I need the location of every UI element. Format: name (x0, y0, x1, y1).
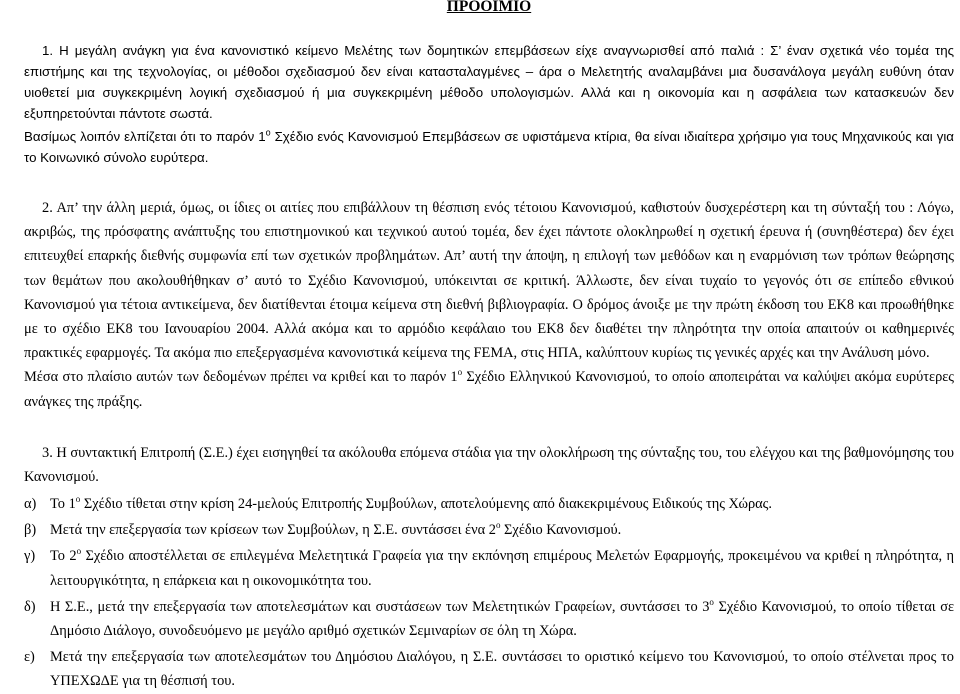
list-item-marker: γ) (24, 548, 36, 565)
list-item-marker: δ) (24, 598, 36, 615)
list-item-text: Η Σ.Ε., μετά την επεξεργασία των αποτελεσμάτων και συστάσεων των Μελετητικών Γραφείων, συντάσσει το 3 (50, 598, 710, 615)
ordinal-superscript: ο (75, 494, 81, 505)
list-item (24, 492, 954, 516)
paragraph-2b-text-a: Μέσα στο πλαίσιο αυτών των δεδομένων πρέπει να κριθεί και το παρόν 1 (24, 369, 458, 386)
list-item-text: Μετά την επεξεργασία των κρίσεων των Συμβούλων, η Σ.Ε. συντάσσει ένα 2 (50, 522, 496, 539)
page-title: ΠΡΟΟΙΜΙΟ (446, 0, 532, 15)
paragraph-3-text: Η συντακτική Επιτροπή (Σ.Ε.) έχει εισηγηθεί τα ακόλουθα επόμενα στάδια για την ολοκλήρωση της σύνταξης του, του ελέγχου και της βαθμονόμησης του Κανονισμού. (24, 445, 954, 486)
ordinal-superscript: ο (495, 520, 501, 531)
paragraph-3-number: 3. (42, 445, 53, 461)
stages-list (24, 490, 954, 694)
paragraph-1-text: Η μεγάλη ανάγκη για ένα κανονιστικό κείμενο Μελέτης των δομητικών επεμβάσεων είχε αναγνωρισθεί από παλιά : Σ’ έναν σχετικά νέο τομέα της επιστήμης και της τεχνολογίας, οι μέθοδοι σχεδιασμού δεν είναι κατασταλαγμένες – άρα ο Μελετητής αναλαμβάνει μια δυσανάλογα μεγάλη ευθύνη όταν υιοθετεί μια συγκεκριμένη λογική σχεδιασμού ή μια συγκεκριμένη μέθοδο υπολογισμών. Αλλά και η οικονομία και η ασφάλεια των κατασκευών δεν εξυπηρετούνται πάντοτε σωστά. (24, 43, 955, 121)
paragraph-2-continuation (24, 365, 954, 413)
list-item (24, 518, 954, 542)
paragraph-2b-text-b: Σχέδιο Ελληνικού Κανονισμού, το οποίο αποπειράται να καλύψει ακόμα ευρύτερες ανάγκες της πράξης. (24, 369, 954, 410)
list-item-text: Μετά την επεξεργασία των αποτελεσμάτων του Δημόσιου Διαλόγου, η Σ.Ε. συντάσσει το οριστικό κείμενο του Κανονισμού, το οποίο στέλνεται προς το ΥΠΕΧΩΔΕ για τη θέσπισή του. (50, 649, 954, 690)
ordinal-superscript: ο (265, 127, 271, 138)
list-item (24, 544, 954, 592)
paragraph-2 (24, 196, 954, 414)
paragraph-1-continuation (24, 126, 954, 168)
paragraph-3 (24, 441, 954, 489)
list-item-marker: β) (24, 522, 37, 539)
paragraph-2-number: 2. (42, 200, 53, 216)
list-item-text: Το 1 (50, 496, 76, 512)
paragraph-1 (24, 40, 954, 124)
list-item-text-rest: Σχέδιο Κανονισμού, το οποίο τίθεται σε Δημόσιο Διάλογο, συνοδευόμενο με μεγάλο αριθμό σχετικών Σεμιναρίων σε όλη τη Χώρα. (50, 598, 954, 640)
list-item-marker: ε) (24, 649, 35, 666)
paragraph-1b-text-a: Βασίμως λοιπόν ελπίζεται ότι το παρόν 1 (24, 129, 266, 144)
paragraph-1-number: 1. (42, 43, 54, 58)
paragraph-2-text: Απ’ την άλλη μεριά, όμως, οι ίδιες οι αιτίες που επιβάλλουν τη θέσπιση ενός τέτοιου Κανονισμού, καθιστούν δυσχερέστερη και τη σύνταξή του : Λόγω, ακριβώς, της πρόσφατης ανάπτυξης του επιστημονικού και τεχνικού αυτού τομέα, δεν έχει πάντοτε ολοκληρωθεί η σχετική έρευνα ή (συνηθέστερα) δεν έχει επιτευχθεί επαρκής διεθνής συμφωνία επί των σχετικών προβλημάτων. Απ’ αυτή την άποψη, η επιλογή των μεθόδων και η εναρμόνιση των τρόπων θεώρησης των θεμάτων που ακολουθήθηκαν σ’ αυτό το Σχέδιο Κανονισμού, υπόκεινται σε κριτική. Άλλωστε, δεν είναι τυχαίο το γεγονός ότι σε επίπεδο εθνικού Κανονισμού για τέτοια αντικείμενα, δεν διατίθενται έτοιμα κείμενα στη διεθνή βιβλιογραφία. Ο δρόμος άνοιξε με την πρώτη έκδοση του ΕΚ8 και προωθήθηκε με το σχέδιο ΕΚ8 του Ιανουαρίου 2004. Αλλά ακόμα και το αρμόδιο κεφάλαιο του ΕΚ8 δεν διαθέτει την πληρότητα την οποία απαιτούν οι καθημερινές πρακτικές εφαρμογές. Τα ακόμα πιο επεξεργασμένα κανονιστικά κείμενα της FEMA, στις ΗΠΑ, καλύπτουν κυρίως τις γενικές αρχές και την Ανάλυση μόνο. (24, 200, 954, 362)
ordinal-superscript: ο (76, 546, 82, 557)
list-item (24, 595, 954, 643)
list-item-text: Το 2 (50, 548, 77, 565)
ordinal-superscript: ο (457, 367, 463, 378)
ordinal-superscript: ο (709, 597, 714, 608)
list-item (24, 645, 954, 693)
list-item-text-rest: Σχέδιο τίθεται στην κρίση 24-μελούς Επιτροπής Συμβούλων, αποτελούμενης από διακεκριμένους Ειδικούς της Χώρας. (80, 496, 772, 512)
paragraph-1b-text-b: Σχέδιο ενός Κανονισμού Επεμβάσεων σε υφιστάμενα κτίρια, θα είναι ιδιαίτερα χρήσιμο για τους Μηχανικούς και για το Κοινωνικό σύνολο ευρύτερα. (24, 129, 954, 165)
list-item-marker: α) (24, 496, 37, 512)
list-item-text-rest: Σχέδιο Κανονισμού. (500, 522, 622, 539)
list-item-text-rest: Σχέδιο αποστέλλεται σε επιλεγμένα Μελετητικά Γραφεία για την εκπόνηση επιμέρους Μελετών Εφαρμογής, προκειμένου να κριθεί η πληρότητα, η λειτουργικότητα, η επάρκεια και η οικονομικότητα του. (50, 548, 954, 589)
